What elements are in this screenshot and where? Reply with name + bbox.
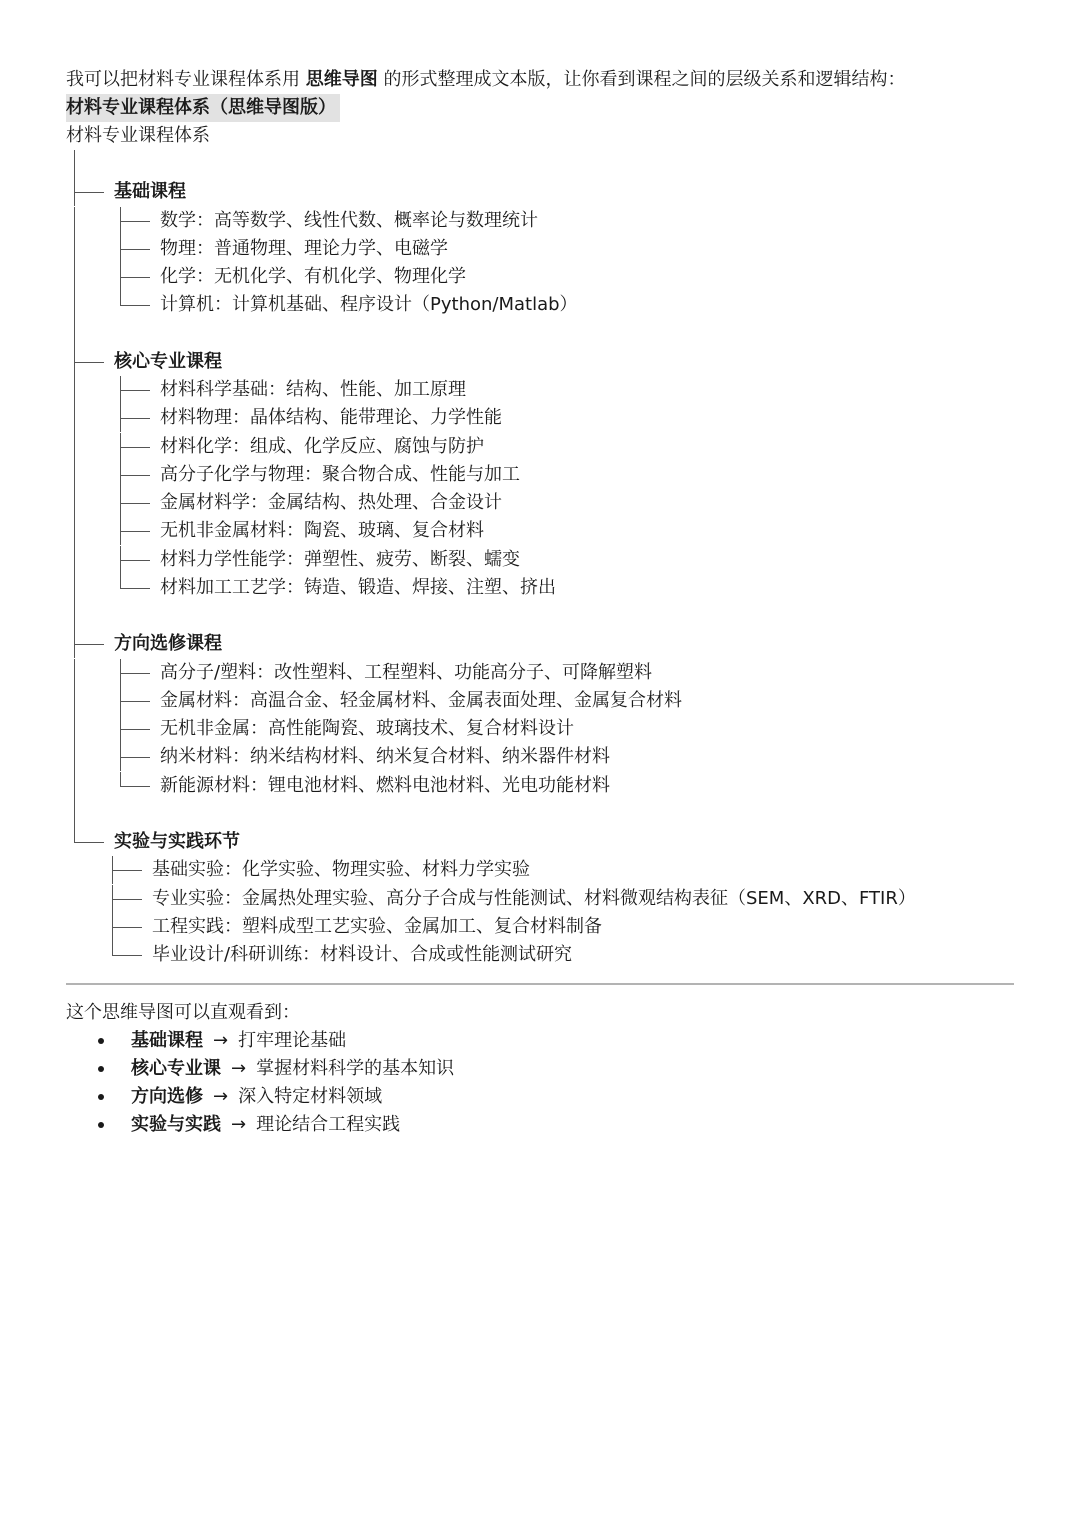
connector-horizontal: [112, 955, 142, 956]
connector-horizontal: [112, 927, 142, 928]
connector-vertical: [120, 291, 121, 306]
child-branch-connector: [112, 941, 148, 969]
child-branch-connector: [120, 517, 156, 545]
connector-horizontal: [120, 786, 150, 787]
summary-item-term: 实验与实践: [131, 1114, 221, 1135]
tree-trunk: [74, 687, 75, 716]
child-branch-connector: [120, 715, 156, 743]
child-branch-label: 材料科学基础：结构、性能、加工原理: [160, 379, 466, 400]
child-branch-connector: [120, 235, 156, 263]
tree-trunk: [74, 715, 75, 744]
child-branch-label: 计算机：计算机基础、程序设计（Python/Matlab）: [160, 294, 578, 315]
tree-trunk: [74, 376, 75, 405]
child-branch-connector: [120, 659, 156, 687]
child-branch-label: 金属材料学：金属结构、热处理、合金设计: [160, 492, 502, 513]
child-branch-label: 基础实验：化学实验、物理实验、材料力学实验: [152, 859, 530, 880]
summary-item-term: 方向选修: [131, 1086, 203, 1107]
child-branch-label: 材料物理：晶体结构、能带理论、力学性能: [160, 407, 502, 428]
horizontal-divider: [66, 983, 1014, 985]
connector-horizontal: [120, 277, 150, 278]
arrow-icon: →: [231, 1114, 247, 1135]
summary-item-text: 掌握材料科学的基本知识: [256, 1058, 455, 1079]
connector-horizontal: [120, 475, 150, 476]
document-title: 材料专业课程体系（思维导图版）: [66, 94, 340, 122]
tree-trunk: [74, 207, 75, 236]
child-branch-label: 新能源材料：锂电池材料、燃料电池材料、光电功能材料: [160, 775, 610, 796]
child-branch-label: 无机非金属：高性能陶瓷、玻璃技术、复合材料设计: [160, 718, 574, 739]
child-branch-label: 金属材料：高温合金、轻金属材料、金属表面处理、金属复合材料: [160, 690, 682, 711]
connector-horizontal: [74, 644, 104, 645]
child-branch-label: 纳米材料：纳米结构材料、纳米复合材料、纳米器件材料: [160, 746, 610, 767]
section-branch-label: 基础课程: [114, 181, 186, 202]
tree-root-label: 材料专业课程体系: [66, 125, 210, 146]
section-branch-connector: [74, 178, 110, 206]
tree-trunk: [74, 743, 75, 772]
child-branch-label: 高分子化学与物理：聚合物合成、性能与加工: [160, 464, 520, 485]
child-branch-label: 无机非金属材料：陶瓷、玻璃、复合材料: [160, 520, 484, 541]
connector-horizontal: [120, 390, 150, 391]
connector-horizontal: [120, 560, 150, 561]
child-branch-connector: [120, 772, 156, 800]
section-branch-label: 实验与实践环节: [114, 831, 240, 852]
tree-trunk: [74, 433, 75, 462]
child-branch-connector: [120, 574, 156, 602]
summary-item: [131, 1083, 382, 1111]
connector-horizontal: [120, 305, 150, 306]
tree-trunk: [74, 659, 75, 688]
intro-paragraph: [66, 66, 905, 94]
section-branch-connector: [74, 630, 110, 658]
arrow-icon: →: [231, 1058, 247, 1079]
child-branch-label: 数学：高等数学、线性代数、概率论与数理统计: [160, 210, 538, 231]
child-branch-label: 化学：无机化学、有机化学、物理化学: [160, 266, 466, 287]
tree-trunk: [74, 517, 75, 546]
connector-horizontal: [120, 447, 150, 448]
connector-horizontal: [120, 729, 150, 730]
tree-trunk: [74, 291, 75, 320]
intro-suffix: 的形式整理成文本版，让你看到课程之间的层级关系和逻辑结构：: [377, 69, 906, 90]
tree-trunk-spacer: [74, 320, 75, 349]
tree-trunk: [74, 263, 75, 292]
connector-horizontal: [74, 842, 104, 843]
child-branch-connector: [120, 687, 156, 715]
summary-item-text: 打牢理论基础: [238, 1030, 347, 1051]
child-branch-label: 毕业设计/科研训练：材料设计、合成或性能测试研究: [152, 944, 573, 965]
child-branch-connector: [112, 913, 148, 941]
connector-vertical: [120, 574, 121, 589]
tree-trunk: [74, 489, 75, 518]
summary-item: [131, 1055, 454, 1083]
child-branch-connector: [120, 433, 156, 461]
connector-horizontal: [112, 870, 142, 871]
summary-item: [131, 1027, 346, 1055]
child-branch-label: 材料加工工艺学：铸造、锻造、焊接、注塑、挤出: [160, 577, 556, 598]
child-branch-connector: [120, 743, 156, 771]
connector-vertical: [120, 772, 121, 787]
child-branch-connector: [120, 404, 156, 432]
connector-horizontal: [120, 503, 150, 504]
tree-trunk: [74, 404, 75, 433]
summary-item-text: 理论结合工程实践: [256, 1114, 401, 1135]
tree-trunk: [74, 235, 75, 264]
child-branch-label: 材料力学性能学：弹塑性、疲劳、断裂、蠕变: [160, 549, 520, 570]
connector-horizontal: [120, 249, 150, 250]
bullet-icon: [98, 1066, 104, 1072]
summary-item-term: 核心专业课: [131, 1058, 221, 1079]
section-branch-label: 方向选修课程: [114, 633, 222, 654]
arrow-icon: →: [213, 1030, 229, 1051]
bullet-icon: [98, 1122, 104, 1128]
tree-trunk: [74, 574, 75, 603]
child-branch-connector: [120, 207, 156, 235]
bullet-icon: [98, 1038, 104, 1044]
section-branch-connector: [74, 828, 110, 856]
connector-horizontal: [120, 221, 150, 222]
intro-bold: 思维导图: [305, 69, 378, 90]
child-branch-label: 物理：普通物理、理论力学、电磁学: [160, 238, 448, 259]
child-branch-label: 专业实验：金属热处理实验、高分子合成与性能测试、材料微观结构表征（SEM、XRD、FTIR）: [152, 888, 916, 909]
child-branch-label: 高分子/塑料：改性塑料、工程塑料、功能高分子、可降解塑料: [160, 662, 653, 683]
child-branch-connector: [120, 461, 156, 489]
connector-horizontal: [120, 588, 150, 589]
tree-trunk: [74, 772, 75, 801]
summary-item-term: 基础课程: [131, 1030, 203, 1051]
child-branch-connector: [120, 291, 156, 319]
tree-trunk-spacer: [74, 800, 75, 829]
child-branch-connector: [120, 263, 156, 291]
arrow-icon: →: [213, 1086, 229, 1107]
connector-vertical: [74, 828, 75, 843]
child-branch-connector: [112, 885, 148, 913]
summary-item-text: 深入特定材料领域: [238, 1086, 383, 1107]
child-branch-connector: [120, 546, 156, 574]
tree-trunk: [74, 546, 75, 575]
section-branch-connector: [74, 348, 110, 376]
child-branch-connector: [120, 489, 156, 517]
summary-item: [131, 1111, 400, 1139]
connector-vertical: [112, 941, 113, 956]
child-branch-connector: [112, 856, 148, 884]
connector-horizontal: [120, 531, 150, 532]
child-branch-label: 工程实践：塑料成型工艺实验、金属加工、复合材料制备: [152, 916, 602, 937]
tree-trunk: [74, 461, 75, 490]
tree-trunk-spacer: [74, 602, 75, 631]
connector-horizontal: [120, 673, 150, 674]
connector-horizontal: [120, 701, 150, 702]
intro-prefix: 我可以把材料专业课程体系用: [66, 69, 306, 90]
connector-horizontal: [120, 418, 150, 419]
summary-intro: 这个思维导图可以直观看到：: [66, 1002, 300, 1023]
section-branch-label: 核心专业课程: [114, 351, 222, 372]
connector-horizontal: [112, 899, 142, 900]
connector-horizontal: [74, 362, 104, 363]
connector-horizontal: [74, 192, 104, 193]
bullet-icon: [98, 1094, 104, 1100]
child-branch-label: 材料化学：组成、化学反应、腐蚀与防护: [160, 436, 484, 457]
tree-trunk-spacer: [74, 150, 75, 178]
child-branch-connector: [120, 376, 156, 404]
connector-horizontal: [120, 757, 150, 758]
